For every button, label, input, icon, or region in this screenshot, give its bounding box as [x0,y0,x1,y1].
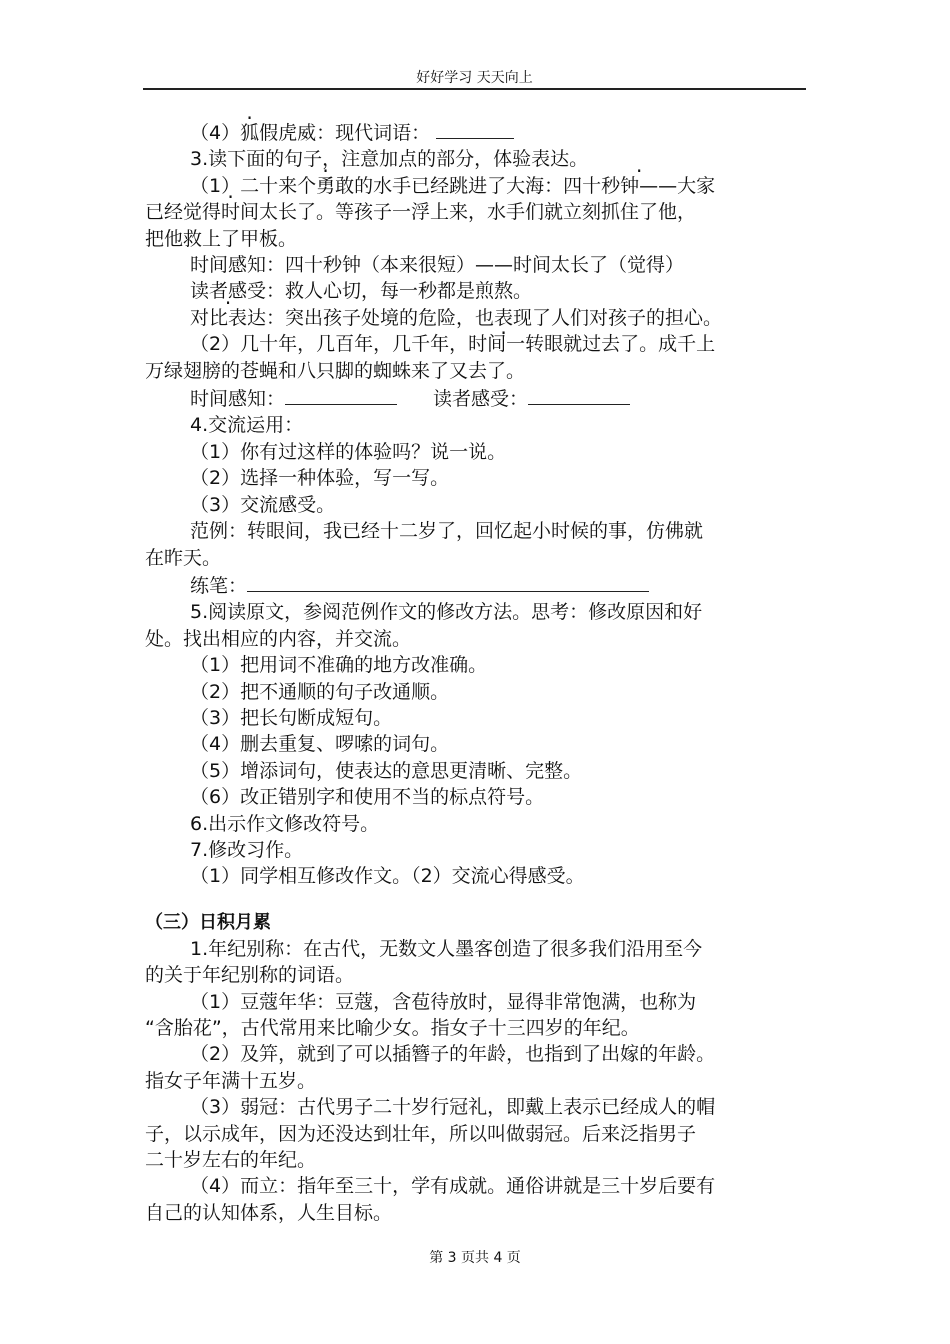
task-6: 6.出示作文修改符号。 [190,812,380,835]
sentence-2-answers [145,384,807,412]
sentence-1-cont [145,199,807,225]
answer-blank[interactable] [436,118,514,139]
practice-blank[interactable] [247,571,649,592]
document-body [145,118,807,1226]
task-5-item-1: （1）把用词不准确的地方改准确。 [190,654,488,677]
age-names-cont: 的关于年纪别称的词语。 [145,964,355,987]
sentence-1-end: 把他救上了甲板。 [145,227,298,250]
reader-feeling-blank[interactable] [528,384,630,405]
age-1-cont: “含胎花”，古代常用来比喻少女。指女子十三四岁的年纪。 [145,1017,640,1039]
text: 读者感受： [433,388,529,411]
task-5-item-3: （3）把长句断成短句。 [190,706,393,729]
dotted-text: 对比表达 [190,306,267,329]
task-7: 7.修改习作。 [190,838,304,861]
page-header: 好好学习 天天向上 [143,68,806,90]
task-4-item-3: （3）交流感受。 [190,493,336,516]
dotted-text: · 四十秒钟——大家 [563,175,715,197]
age-2: （2）及笄，就到了可以插簪子的年龄，也指到了出嫁的年龄。 [190,1043,716,1066]
sentence-1 [145,173,807,199]
age-4-cont: 自己的认知体系，人生目标。 [145,1201,393,1224]
task-4-item-2: （2）选择一种体验，写一写。 [190,467,450,490]
age-names: 1.年纪别称：在古代，无数文人墨客创造了很多我们沿用至今 [190,937,703,960]
age-4: （4）而立：指年至三十，学有成就。通俗讲就是三十岁后要有 [190,1175,716,1198]
dotted-text: · 二十来个勇敢的水手 [240,175,411,197]
time-perception: 时间感知：四十秒钟（本来很短）——时间太长了（觉得） [190,254,685,277]
task-5-item-2: （2）把不通顺的句子改通顺。 [190,680,450,703]
example: 范例：转眼间，我已经十二岁了，回忆起小时候的事，仿佛就 [190,520,704,543]
contrast-expression [145,305,807,331]
text: （4） [190,122,241,144]
page-footer: 第 3 页共 4 页 [429,1250,521,1266]
item-4-idiom [145,118,807,146]
task-5-item-6: （6）改正错别字和使用不当的标点符号。 [190,786,545,809]
example-cont: 在昨天。 [145,546,222,569]
task-4: 4.交流运用： [190,414,304,437]
time-perception-blank[interactable] [285,384,397,405]
section-heading: （三）日积月累 [145,911,271,933]
text: 。等孩子一浮上来，水手们就立刻抓住了他， [316,201,697,224]
sentence-2-cont: 万绿翅膀的苍蝇和八只脚的蜘蛛来了又去了。 [145,359,526,382]
task-5-cont: 处。找出相应的内容，并交流。 [145,627,412,650]
reader-feeling: 读者感受：救人心切，每一秒都是煎熬。 [190,280,533,303]
task-3: 3.读下面的句子，注意加点的部分，体验表达。 [190,148,589,171]
text: 时间感知： [190,388,286,411]
age-3: （3）弱冠：古代男子二十岁行冠礼，即戴上表示已经成人的帽 [190,1096,716,1119]
dotted-text: 突出孩子处境的危险，也表现了人们对孩子的担心。 · [285,307,722,329]
practice [145,571,807,599]
text: 假虎威：现代词语： [259,122,431,144]
task-7-items: （1）同学相互修改作文。（2）交流心得感受。 [190,865,585,888]
sentence-2: （2）几十年，几百年，几千年，时间一转眼就过去了。成千上 [190,333,716,356]
task-4-item-1: （1）你有过这样的体验吗？说一说。 [190,440,507,463]
text: ： [266,306,286,329]
dotted-text: · 已经觉得时间太长了 [145,201,316,223]
age-1: （1）豆蔻年华：豆蔻，含苞待放时，显得非常饱满，也称为 [190,990,697,1013]
task-5: 5.阅读原文，参阅范例作文的修改方法。思考：修改原因和好 [190,601,703,624]
task-5-item-5: （5）增添词句，使表达的意思更清晰、完整。 [190,759,583,782]
age-2-cont: 指女子年满十五岁。 [145,1069,317,1092]
text: 已经跳进了大海： [411,174,564,197]
dotted-char: 狐 [240,122,260,144]
text: 练笔： [190,574,248,597]
text: （1） [190,174,241,197]
age-3-end: 二十岁左右的年纪。 [145,1149,317,1172]
age-3-cont: 子，以示成年，因为还没达到壮年，所以叫做弱冠。后来泛指男子 [145,1122,697,1145]
task-5-item-4: （4）删去重复、啰嗦的词句。 [190,733,450,756]
